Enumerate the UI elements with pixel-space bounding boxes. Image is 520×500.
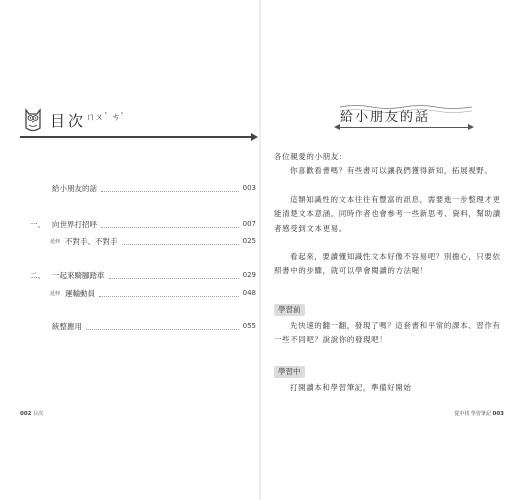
right-page-number: 003 xyxy=(492,411,504,417)
toc-row-label: 一起來騎腳踏車 xyxy=(52,270,105,280)
owl-icon xyxy=(22,106,44,134)
page-title: 給小朋友的話 xyxy=(340,110,431,125)
toc-page-number: 003 xyxy=(242,184,256,192)
intro-paragraph: 這類知識性的文本往往有豐富的訊息，需要進一步整理才更能清楚文本意涵。同時作者也會參考一些新思考、資料，幫助讀者感受到文本更易。 xyxy=(274,195,501,233)
toc-page-number: 029 xyxy=(242,271,256,279)
right-footer-label: 從中找 學習筆記 xyxy=(454,411,491,417)
toc-row-label: 不對手、不對手 xyxy=(65,236,118,246)
leader-dots xyxy=(101,220,239,228)
toc-row-label: 運輸動員 xyxy=(65,288,96,298)
toc-title: 目次$^{ㄇㄨˋ ㄘˋ}$ xyxy=(50,112,125,130)
section-paragraph: 打開讀本和學習筆記，準備好開始 xyxy=(290,383,412,392)
section-paragraph: 先快速的翻一翻，發現了嗎？這套書和平常的課本、習作有一些不同吧？說說你的發現吧！ xyxy=(274,321,501,345)
toc-row[interactable] xyxy=(30,182,256,194)
toc-row-label: 向世界打招呼 xyxy=(52,219,97,229)
toc-divider xyxy=(20,136,256,138)
leader-dots xyxy=(86,322,239,330)
greeting: 各位親愛的小朋友： xyxy=(274,152,347,161)
toc-row-number: 二、 xyxy=(30,270,45,280)
leader-dots xyxy=(99,289,239,297)
toc-page-number: 007 xyxy=(242,220,256,228)
right-page xyxy=(260,0,520,500)
left-footer xyxy=(20,410,43,417)
toc-row-label: 統整應用 xyxy=(52,321,82,331)
toc-row-tag: 延伸 xyxy=(50,290,61,297)
toc-page-number: 048 xyxy=(242,289,256,297)
intro-paragraph: 你喜歡看書嗎？有些書可以讓我們獲得新知，拓展視野。 xyxy=(290,166,493,175)
leader-dots xyxy=(101,184,239,192)
toc-row[interactable] xyxy=(30,269,256,281)
toc-row[interactable] xyxy=(30,218,256,230)
toc-page-number: 055 xyxy=(242,322,256,330)
toc-row-number: 一、 xyxy=(30,219,45,229)
toc-page-number: 025 xyxy=(242,237,256,245)
intro-paragraph: 看起來，要讀懂知識性文本好像不容易吧？別擔心，只要依照書中的步驟，就可以學會閱讀的方法喔！ xyxy=(274,252,501,276)
leader-dots xyxy=(109,271,239,279)
toc-row[interactable] xyxy=(30,320,256,332)
section-label-during: 學習中 xyxy=(274,366,305,378)
toc-row-label: 給小朋友的話 xyxy=(52,183,97,193)
left-footer-label: 目次 xyxy=(33,411,44,417)
toc-row[interactable] xyxy=(30,287,256,299)
leader-dots xyxy=(122,237,239,245)
left-page-number: 002 xyxy=(20,411,32,417)
toc-row-tag: 延伸 xyxy=(50,238,61,245)
toc-row[interactable] xyxy=(30,235,256,247)
title-underline-arrow xyxy=(338,127,470,128)
right-footer xyxy=(454,410,504,417)
section-label-before: 學習前 xyxy=(274,304,305,316)
